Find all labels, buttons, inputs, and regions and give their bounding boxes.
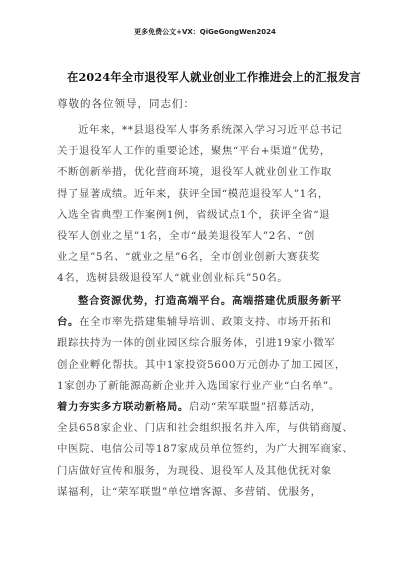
paragraph-line: [57, 312, 357, 333]
paragraph-2: [57, 291, 357, 503]
paragraph-line: 近年来，**县退役军人事务系统深入学习习近平总书记: [78, 124, 343, 136]
paragraph-line: [57, 439, 357, 460]
line-text: 1家创办了新能源高新企业并入选国家行业产业“白名单”。: [57, 379, 340, 392]
bold-heading: 着力夯实多方联动新格局。: [57, 400, 189, 413]
line-text: 启动“荣军联盟”招募活动，: [188, 400, 322, 413]
paragraph-line: [57, 482, 357, 503]
paragraph-line: 业之星”5名、“就业之星”6名，全市创业创新大赛获奖: [57, 251, 320, 264]
paragraph-line: 4名，选树县级退役军人“就业创业标兵”50名。: [57, 272, 289, 285]
paragraph-line: 入选全省典型工作案例1例，省级试点1个，获评全省“退: [57, 208, 331, 221]
line-text: 全县658家企业、门店和社会组织报名并入库，与供销商厦、: [57, 422, 354, 435]
paragraph-line: [57, 355, 357, 376]
paragraph-line: [57, 418, 357, 439]
bold-heading: 台。: [57, 316, 79, 329]
line-text: 谋福利，让“荣军联盟”单位增客源、多营销、优服务，: [57, 485, 322, 498]
paragraph-line: 不断创新举措，优化营商环境，退役军人就业创业工作取: [57, 166, 332, 179]
line-text: 创企业孵化帮扶。其中1家投资5600万元创办了加工园区，: [57, 358, 346, 371]
header-note: 更多免费公文+VX：QiGeGongWen2024: [134, 28, 276, 36]
paragraph-line: 关于退役军人工作的重要论述，聚焦“平台+渠道”优势，: [57, 145, 331, 158]
paragraph-line: [57, 333, 357, 354]
paragraph-line: [57, 461, 357, 482]
document-title: 在2024年全市退役军人就业创业工作推进会上的汇报发言: [67, 70, 361, 84]
salutation: 尊敬的各位领导，同志们：: [57, 98, 195, 110]
paragraph-line: 役军人创业之星”1名，全市“最美退役军人”2名、“创: [57, 229, 315, 242]
line-text: 中医院、电信公司等187家成员单位签约，为广大拥军商家、: [57, 443, 354, 456]
paragraph-line: 得了显著成绩。近年来，获评全国“模范退役军人”1名，: [57, 187, 329, 200]
bold-heading: 整合资源优势，打造高端平台。高端搭建优质服务新平: [78, 295, 342, 307]
line-text: 在全市率先搭建集辅导培训、政策支持、市场开拓和: [78, 316, 332, 329]
line-text: 门店做好宣传和服务，为现役、退役军人及其他优抚对象: [57, 464, 332, 477]
paragraph-1: [57, 120, 357, 290]
line-text: 跟踪扶持为一体的创业园区综合服务体，引进19家小微军: [57, 337, 336, 350]
paragraph-line: [57, 397, 357, 418]
paragraph-line: [57, 291, 357, 312]
paragraph-line: [57, 376, 357, 397]
